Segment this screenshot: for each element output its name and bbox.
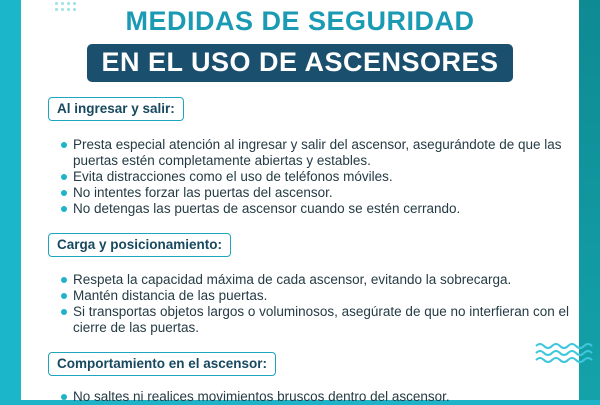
section-heading-comportamiento: Comportamiento en el ascensor:	[48, 352, 276, 376]
list-item: Mantén distancia de las puertas.	[61, 288, 581, 304]
list-item: Evita distracciones como el uso de teléfonos móviles.	[61, 169, 581, 185]
wave-decoration-icon	[534, 342, 598, 364]
title-line-1: MEDIDAS DE SEGURIDAD	[125, 6, 475, 36]
bullet-icon	[61, 142, 67, 148]
title-banner	[21, 44, 579, 82]
list-item: Si transportas objetos largos o voluminosos, asegúrate de que no interfieran con el cierre de las puertas.	[61, 304, 581, 336]
section-list-carga	[61, 272, 581, 336]
list-item: No intentes forzar las puertas del ascensor.	[61, 185, 581, 201]
bullet-icon	[61, 293, 67, 299]
bullet-icon	[61, 190, 67, 196]
list-item: No detengas las puertas de ascensor cuando se estén cerrando.	[61, 201, 581, 217]
section-list-ingresar	[61, 137, 581, 217]
list-item: Respeta la capacidad máxima de cada ascensor, evitando la sobrecarga.	[61, 272, 581, 288]
title-line-2: EN EL USO DE ASCENSORES	[87, 44, 512, 82]
section-heading-carga: Carga y posicionamiento:	[48, 233, 231, 257]
bullet-icon	[61, 277, 67, 283]
list-item: No saltes ni realices movimientos bruscos dentro del ascensor.	[61, 389, 581, 405]
poster-card	[21, 0, 579, 404]
list-item: Presta especial atención al ingresar y salir del ascensor, asegurándote de que las puertas estén completamente abiertas y estables.	[61, 137, 581, 169]
bullet-icon	[61, 206, 67, 212]
bullet-icon	[61, 174, 67, 180]
bullet-icon	[61, 394, 67, 400]
section-heading-ingresar: Al ingresar y salir:	[48, 97, 184, 121]
section-list-comportamiento	[61, 389, 581, 405]
bullet-icon	[61, 309, 67, 315]
